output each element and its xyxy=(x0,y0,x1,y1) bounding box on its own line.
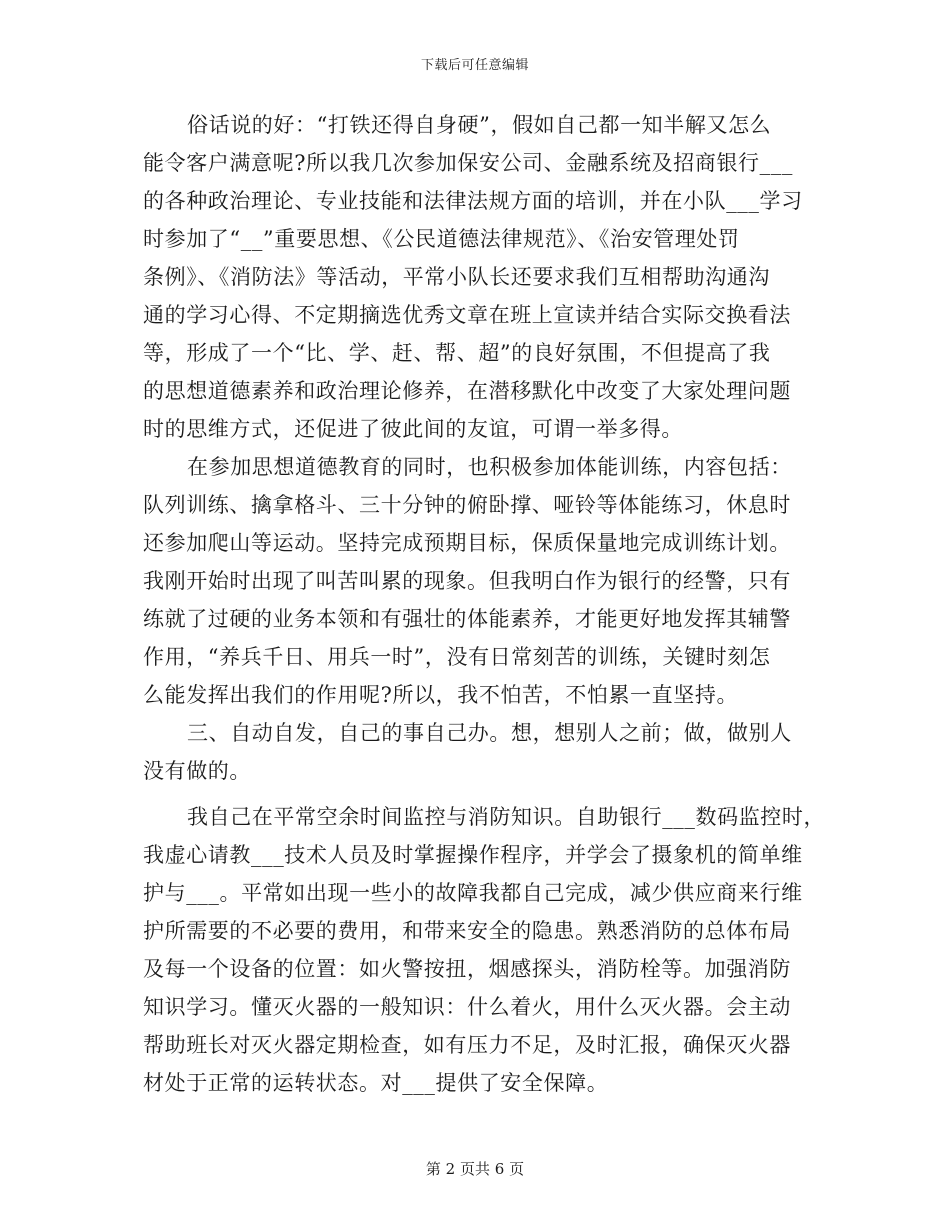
text-line: 知识学习。懂灭火器的一般知识：什么着火，用什么灭火器。会主动 xyxy=(143,995,791,1019)
page-footer: 第 2 页共 6 页 xyxy=(425,1160,525,1178)
text-line: 队列训练、擒拿格斗、三十分钟的俯卧撑、哑铃等体能练习，休息时 xyxy=(143,493,791,517)
text-line: 我虚心请教___技术人员及时掌握操作程序，并学会了摄象机的简单维 xyxy=(143,843,803,867)
text-line: 的思想道德素养和政治理论修养，在潜移默化中改变了大家处理问题 xyxy=(143,379,791,403)
text-line: 还参加爬山等运动。坚持完成预期目标，保质保量地完成训练计划。 xyxy=(143,531,791,555)
text-line: 作用，“养兵千日、用兵一时”，没有日常刻苦的训练，关键时刻怎 xyxy=(143,645,771,669)
text-line: 护所需要的不必要的费用，和带来安全的隐患。熟悉消防的总体布局 xyxy=(143,919,791,943)
text-line: 条例》、《消防法》等活动，平常小队长还要求我们互相帮助沟通沟 xyxy=(143,265,770,289)
page-header: 下载后可任意编辑 xyxy=(420,58,529,73)
text-line: 么能发挥出我们的作用呢?所以，我不怕苦，不怕累一直坚持。 xyxy=(143,683,739,707)
text-line: 在参加思想道德教育的同时，也积极参加体能训练，内容包括： xyxy=(187,455,792,479)
text-line: 练就了过硬的业务本领和有强壮的体能素养，才能更好地发挥其辅警 xyxy=(143,607,791,631)
text-line: 通的学习心得、不定期摘选优秀文章在班上宣读并结合实际交换看法 xyxy=(143,303,791,327)
text-line: 能令客户满意呢?所以我几次参加保安公司、金融系统及招商银行___ xyxy=(143,151,793,175)
text-line: 时参加了“__”重要思想、《公民道德法律规范》、《治安管理处罚 xyxy=(143,227,740,251)
text-line: 材处于正常的运转状态。对___提供了安全保障。 xyxy=(143,1071,609,1095)
text-line: 帮助班长对灭火器定期检查，如有压力不足，及时汇报，确保灭火器 xyxy=(143,1033,791,1057)
text-line: 俗话说的好：“打铁还得自身硬”，假如自己都一知半解又怎么 xyxy=(187,113,772,137)
text-line: 的各种政治理论、专业技能和法律法规方面的培训，并在小队___学习 xyxy=(143,189,803,213)
text-line: 护与___。平常如出现一些小的故障我都自己完成，减少供应商来行维 xyxy=(143,881,803,905)
text-line: 三、自动自发，自己的事自己办。想，想别人之前；做，做别人 xyxy=(187,721,792,745)
text-line: 时的思维方式，还促进了彼此间的友谊，可谓一举多得。 xyxy=(143,417,683,441)
text-line: 及每一个设备的位置：如火警按扭，烟感探头，消防栓等。加强消防 xyxy=(143,957,791,981)
text-line: 我自己在平常空余时间监控与消防知识。自助银行___数码监控时， xyxy=(187,805,826,829)
text-line: 等，形成了一个“比、学、赶、帮、超”的良好氛围，不但提高了我 xyxy=(143,341,771,365)
text-line: 我刚开始时出现了叫苦叫累的现象。但我明白作为银行的经警，只有 xyxy=(143,569,791,593)
text-line: 没有做的。 xyxy=(143,759,251,783)
